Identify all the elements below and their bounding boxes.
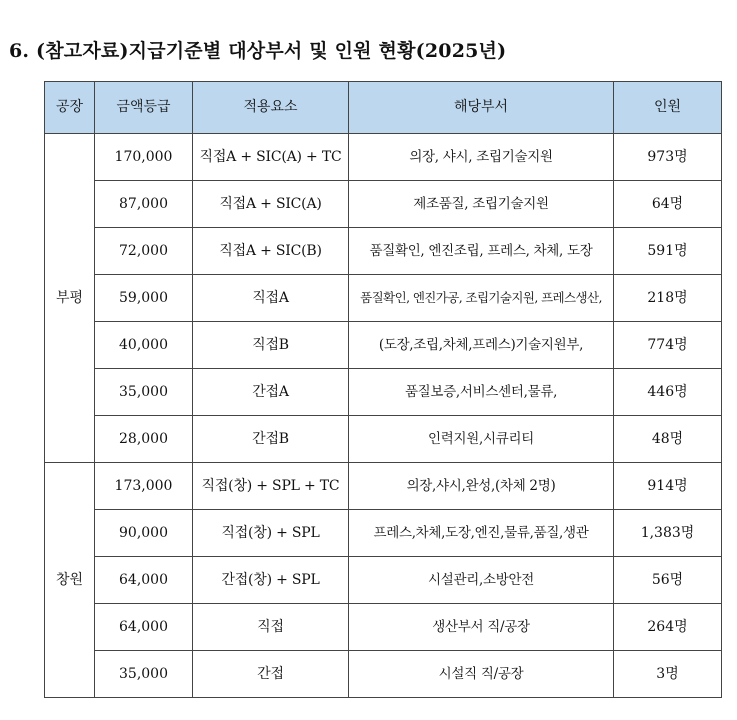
table-row: [45, 275, 722, 322]
table-row: [45, 604, 722, 651]
amount-cell: 28,000: [95, 416, 193, 463]
table-row: [45, 134, 722, 181]
count-cell: 973명: [614, 134, 722, 181]
dept-cell: 시설관리,소방안전: [349, 557, 614, 604]
header-amount-grade: 금액등급: [95, 82, 193, 134]
document-title: 6. (참고자료)지급기준별 대상부서 및 인원 현황(2025년): [9, 40, 507, 62]
header-plant: 공장: [45, 82, 95, 134]
dept-cell: 제조품질, 조립기술지원: [349, 181, 614, 228]
header-department: 해당부서: [349, 82, 614, 134]
amount-cell: 35,000: [95, 369, 193, 416]
count-cell: 218명: [614, 275, 722, 322]
dept-cell: 시설직 직/공장: [349, 651, 614, 698]
allowance-status-table: [44, 81, 722, 698]
plant-cell-bupyeong: 부평: [45, 134, 95, 463]
dept-cell: (도장,조립,차체,프레스)기술지원부,: [349, 322, 614, 369]
table-row: [45, 463, 722, 510]
factor-cell: 직접B: [193, 322, 349, 369]
dept-cell: 인력지원,시큐리티: [349, 416, 614, 463]
count-cell: 914명: [614, 463, 722, 510]
dept-cell: 품질보증,서비스센터,물류,: [349, 369, 614, 416]
table-row: [45, 557, 722, 604]
factor-cell: 직접(창) + SPL + TC: [193, 463, 349, 510]
count-cell: 64명: [614, 181, 722, 228]
table-row: [45, 369, 722, 416]
factor-cell: 간접(창) + SPL: [193, 557, 349, 604]
count-cell: 774명: [614, 322, 722, 369]
table-row: [45, 651, 722, 698]
factor-cell: 직접A + SIC(B): [193, 228, 349, 275]
factor-cell: 직접: [193, 604, 349, 651]
factor-cell: 간접B: [193, 416, 349, 463]
count-cell: 3명: [614, 651, 722, 698]
dept-cell: 품질확인, 엔진가공, 조립기술지원, 프레스생산,: [349, 275, 614, 322]
factor-cell: 직접A: [193, 275, 349, 322]
count-cell: 48명: [614, 416, 722, 463]
amount-cell: 173,000: [95, 463, 193, 510]
dept-cell: 프레스,차체,도장,엔진,물류,품질,생관: [349, 510, 614, 557]
table-row: [45, 181, 722, 228]
count-cell: 56명: [614, 557, 722, 604]
dept-cell: 의장, 샤시, 조립기술지원: [349, 134, 614, 181]
amount-cell: 72,000: [95, 228, 193, 275]
count-cell: 591명: [614, 228, 722, 275]
factor-cell: 간접: [193, 651, 349, 698]
dept-cell: 의장,샤시,완성,(차체 2명): [349, 463, 614, 510]
amount-cell: 170,000: [95, 134, 193, 181]
dept-cell: 생산부서 직/공장: [349, 604, 614, 651]
table-row: [45, 416, 722, 463]
amount-cell: 40,000: [95, 322, 193, 369]
amount-cell: 59,000: [95, 275, 193, 322]
factor-cell: 직접(창) + SPL: [193, 510, 349, 557]
count-cell: 1,383명: [614, 510, 722, 557]
amount-cell: 90,000: [95, 510, 193, 557]
amount-cell: 35,000: [95, 651, 193, 698]
amount-cell: 64,000: [95, 604, 193, 651]
amount-cell: 87,000: [95, 181, 193, 228]
factor-cell: 직접A + SIC(A): [193, 181, 349, 228]
count-cell: 446명: [614, 369, 722, 416]
factor-cell: 직접A + SIC(A) + TC: [193, 134, 349, 181]
amount-cell: 64,000: [95, 557, 193, 604]
count-cell: 264명: [614, 604, 722, 651]
factor-cell: 간접A: [193, 369, 349, 416]
table-row: [45, 322, 722, 369]
header-applied-factor: 적용요소: [193, 82, 349, 134]
dept-cell: 품질확인, 엔진조립, 프레스, 차체, 도장: [349, 228, 614, 275]
header-row: [45, 82, 722, 134]
header-headcount: 인원: [614, 82, 722, 134]
table-row: [45, 510, 722, 557]
plant-cell-changwon: 창원: [45, 463, 95, 698]
table-row: [45, 228, 722, 275]
